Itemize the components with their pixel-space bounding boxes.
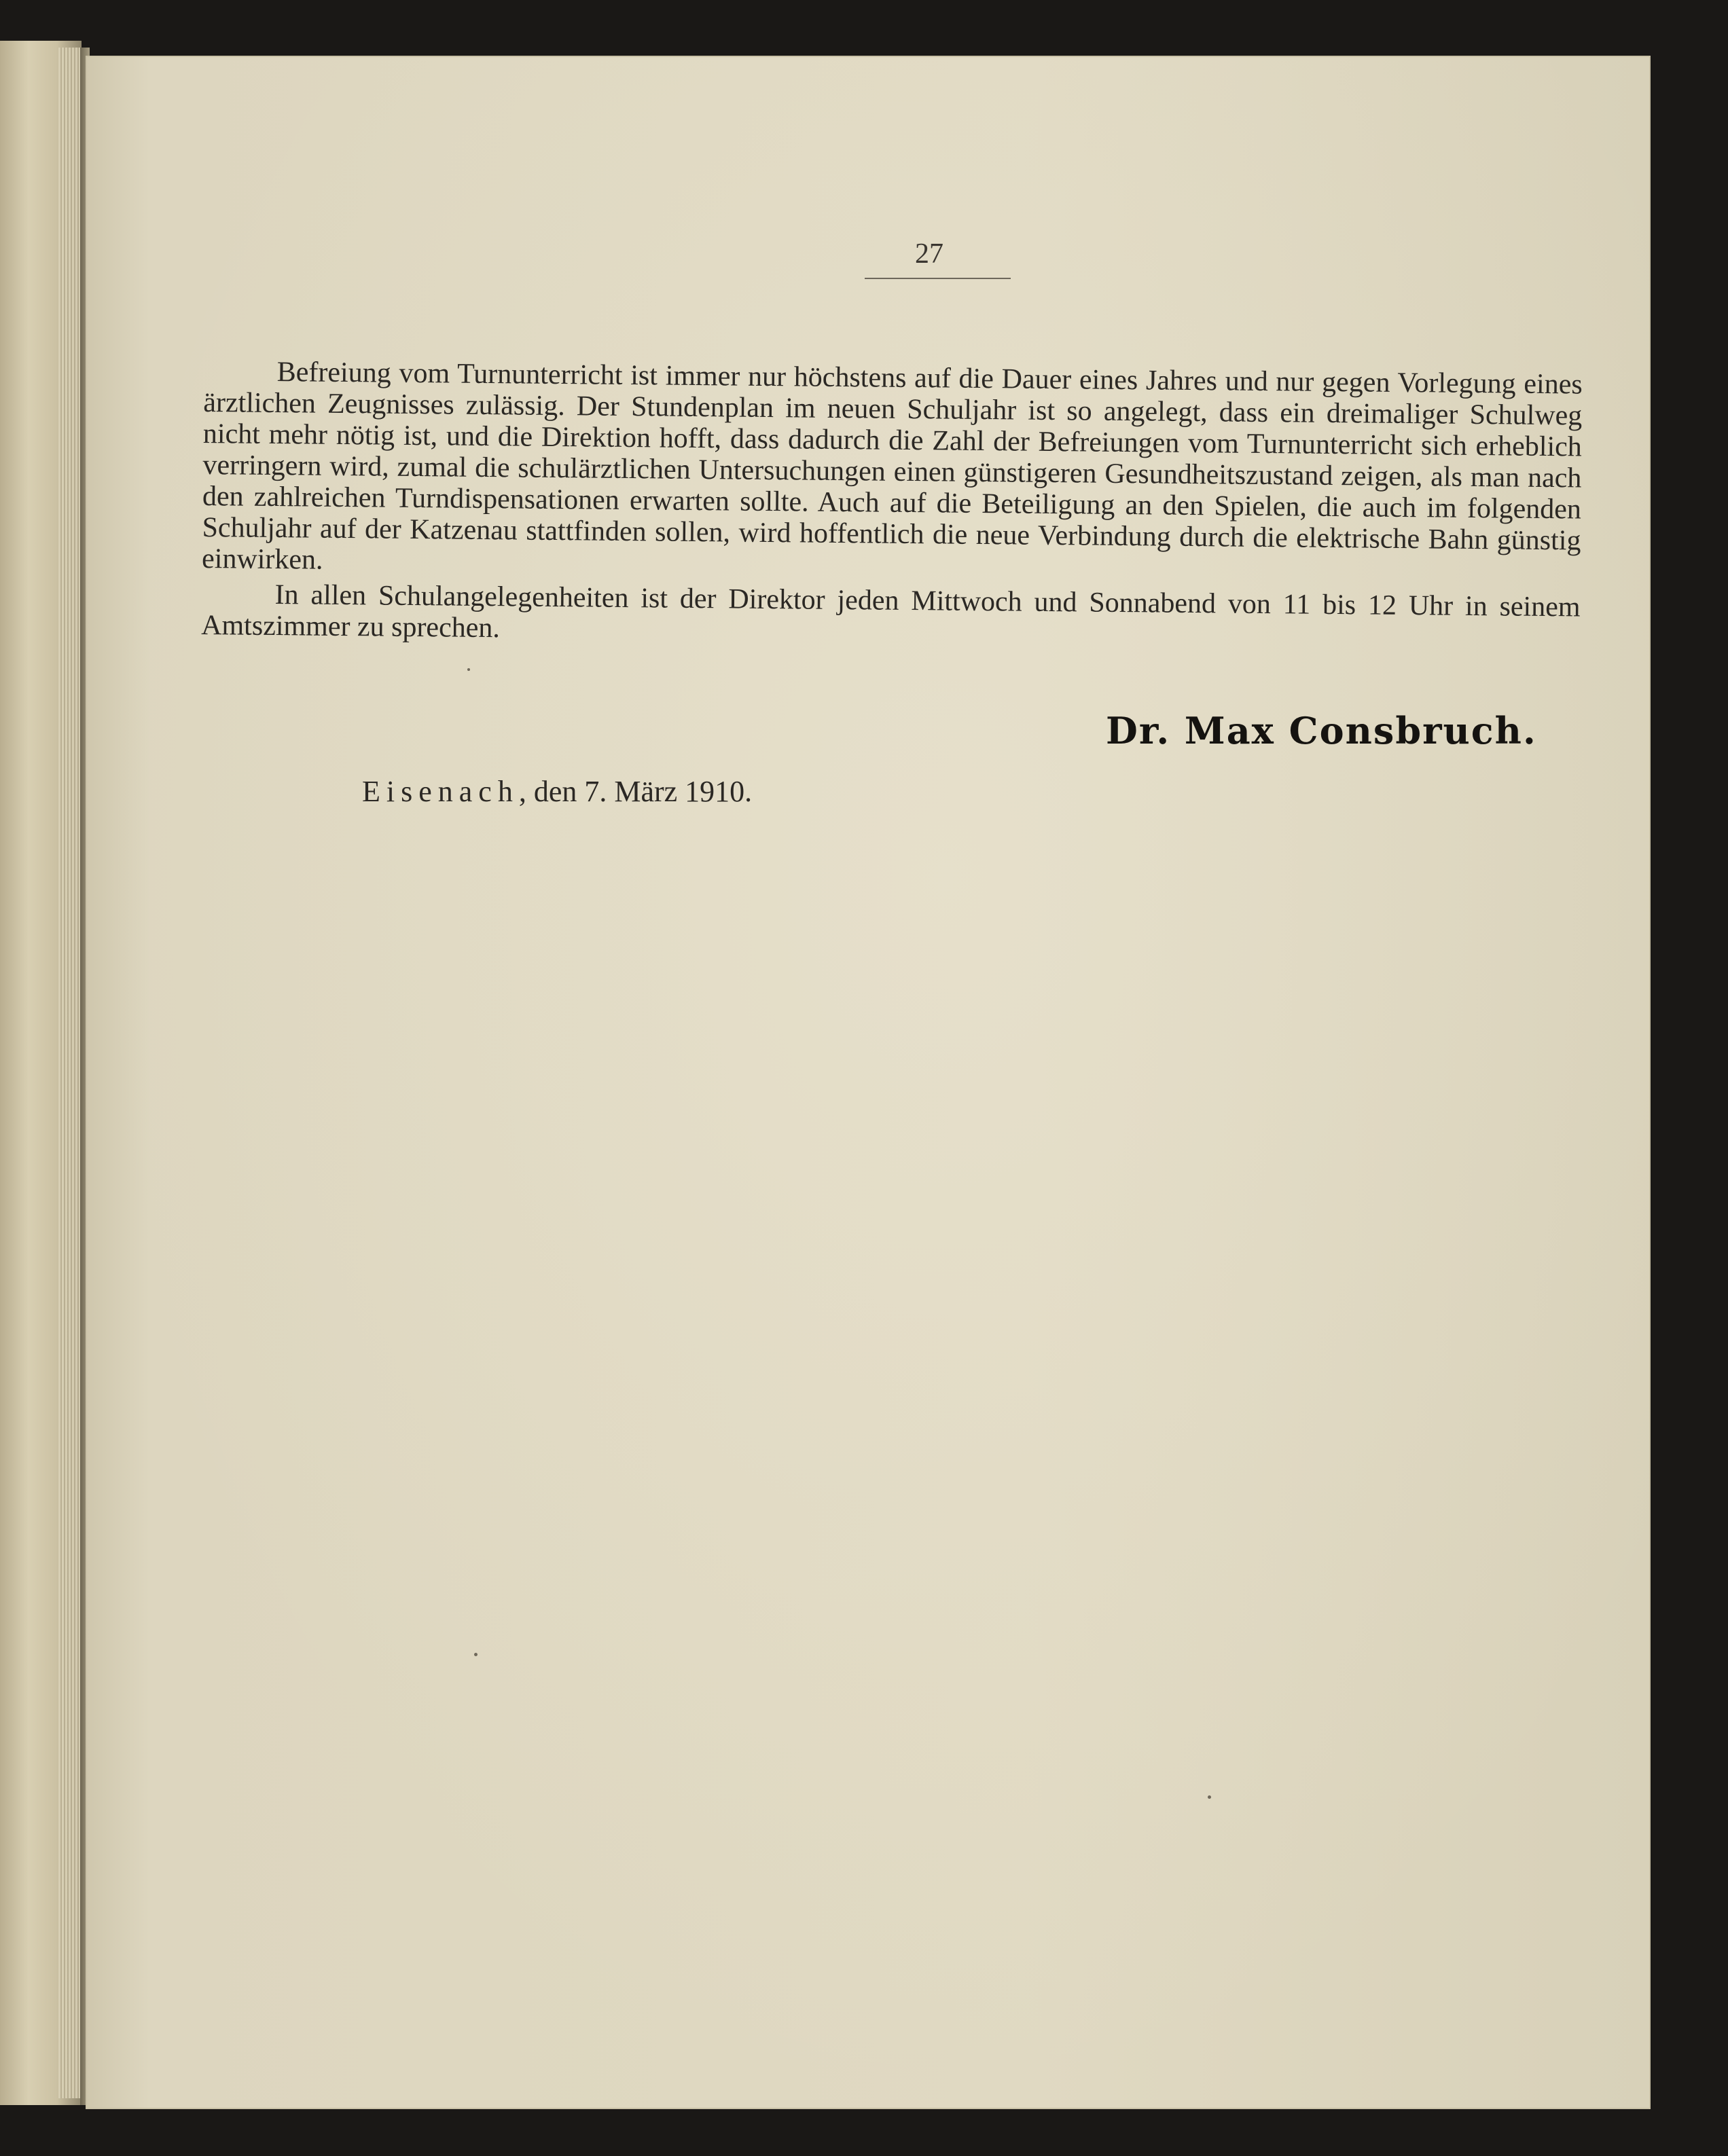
page-number: 27 [915,238,943,270]
signature: Dr. Max Consbruch. [1106,709,1537,752]
body-text [201,356,1583,654]
document-page [87,57,1649,2108]
date-text: , den 7. März 1910. [518,775,753,808]
place-name: Eisenach [362,775,519,808]
paragraph-1: Befreiung vom Turnunterricht ist immer nur höchstens auf die Dauer eines Jahres und nur gegen Vorlegung eines ärztlichen Zeugnisses zulässig. Der Stundenplan im neuen Schuljahr ist so angelegt, dass ein dreimaliger Schulweg nicht mehr nötig ist, und die Direktion hofft, dass dadurch die Zahl der Befreiungen vom Turnunterricht sich erheblich verringern wird, zumal die schulärztlichen Untersuchungen einen günstigeren Gesundheitszustand zeigen, als man nach den zahlreichen Turndispensationen erwarten sollte. Auch auf die Beteiligung an den Spielen, die auch im folgenden Schuljahr auf der Katzenau stattfinden sollen, wird hoffentlich die neue Verbindung durch die elektrische Bahn günstig einwirken. [201,357,1583,576]
page-stack-edges [58,48,83,2098]
paper-speck [1208,1795,1211,1799]
page-number-rule [865,278,1011,279]
place-date-line [362,774,905,809]
paper-speck [467,668,470,671]
paragraph-2: In allen Schulangelegenheiten ist der Direktor jeden Mittwoch und Sonnabend von 11 bis 12 Uhr in seinem Amtszimmer zu sprechen. [200,579,1581,644]
paper-speck [474,1653,478,1656]
